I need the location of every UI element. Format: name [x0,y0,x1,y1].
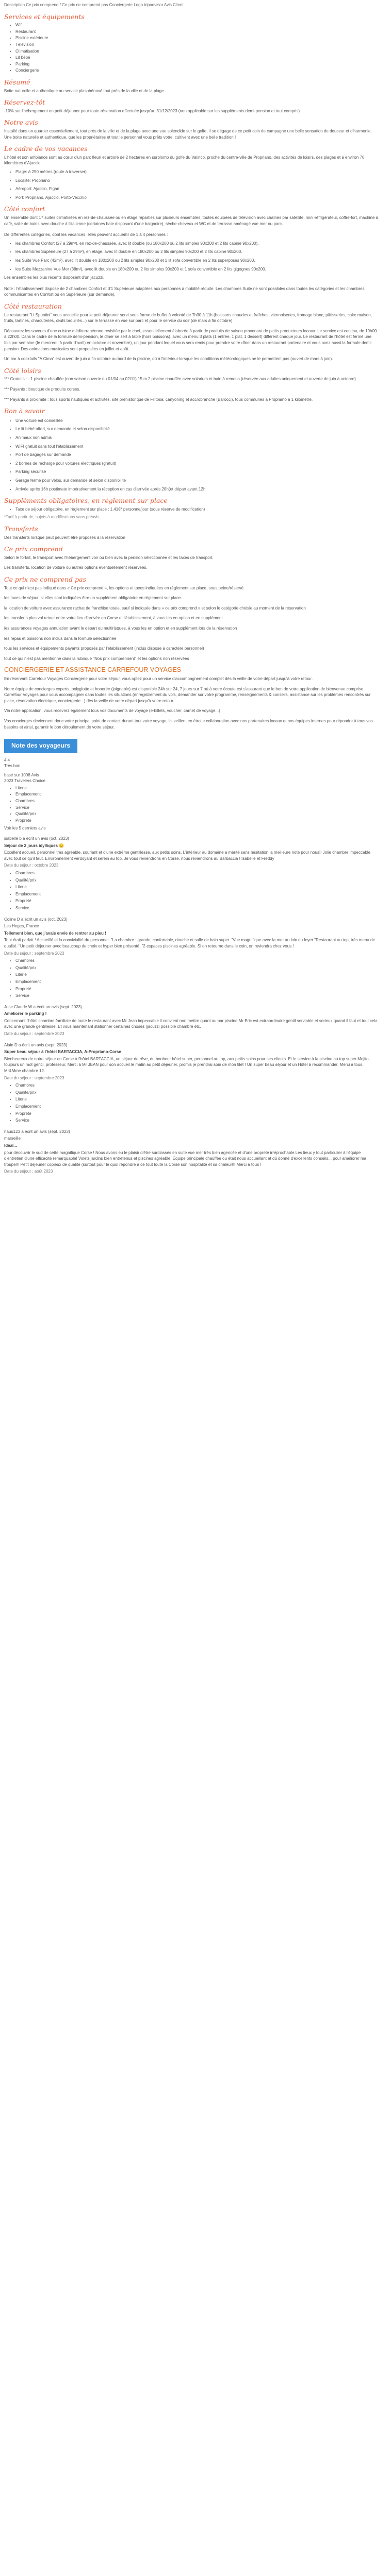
room-type-item: • les Suite Vue Parc (42m²), avec lit double en 180x200 ou 2 lits simples 90x200 et 1 lit sofa convertible en 2 lits superposés 90x200. [15,258,379,264]
review-card [4,836,379,911]
rating-score: 4.4 [4,757,10,762]
rating-criterion: • Emplacement [15,791,379,798]
service-item: • Restaurant [15,29,379,35]
review-criterion: • Service [15,1117,379,1124]
rating-criterion: • Propreté [15,818,379,824]
review-origin: marseille [4,1136,21,1141]
review-title: Tellement bien, que j'avais envie de rentrer au pieu ! [4,930,106,936]
services-list [4,22,379,74]
notre-avis-title: Notre avis [4,118,38,127]
review-criteria [4,1082,379,1124]
review-criterion: • Qualité/prix [15,1090,379,1096]
review-criterion: • Emplacement [15,1104,379,1110]
review-author: nauu123 a écrit un avis (sept. 2023) [4,1129,70,1134]
conciergerie-text: Vos concierges deviennent donc votre principal point de contact durant tout votre voyage, ils veillent en étroite collaboration avec nos partenaires locaux et nos équipes internes pour répondre à tous vos besoins et ainsi, garantir le bon déroulement de votre séjour. [4,718,373,730]
review-criterion: • Propreté [15,898,379,904]
prix-ne-comprend-text: les assurances voyages annulation avant le départ ou multirisques, à vous les en option et en supplément lors de la réservation [4,625,237,631]
cadre-item: • Localité: Propriano [15,178,379,184]
bon-savoir-item: • Parking sécurisé [15,469,379,475]
service-item: • Parking [15,61,379,67]
loisirs-text: *** Payants : boutique de produits corses. [4,386,80,392]
bon-savoir-item: • Une voiture est conseillée [15,418,379,424]
review-criterion: • Service [15,993,379,999]
rating-label: Très bon [4,764,21,769]
review-criterion: • Propreté [15,986,379,992]
service-item: • Lit bébé [15,55,379,61]
review-criterion: • Propreté [15,1111,379,1117]
resume-section [4,78,379,94]
service-item: • Télévision [15,42,379,48]
rating-criteria-list [4,785,379,824]
loisirs-title: Côté loisirs [4,366,41,375]
review-date: Date du séjour : septembre 2023 [4,951,64,956]
confort-text: De différentes catégories, dont les vacances, elles peuvent accueillir de 1 à 4 personnes : [4,232,168,238]
review-body: Tout était parfait ! Accueillé et la convivialité du personnel. "La chambre : grande, confortable, douche et salle de bain super. "Vue magnifique avec la mer au loin du foyer "Restaurant au top, très menu de qualité. "Un petit déjeuner avec beaucoup de choix et hyper bien présenté. "2 espaces piscines agréable. Si on retourne dans le coin, on reviendra chez vous ! [4,938,375,948]
conciergerie-text: Via notre application, vous recevrez également tous vos documents de voyage (e-billets, voucher, carnet de voyage...) [4,708,220,714]
resume-text: Boite naturelle et authentique au service plasphénové tout près de la ville et de la plage. [4,88,165,93]
prix-ne-comprend-text: tous les services et équipements payants proposés par l'établissement (inclus dispose à caractère personnel) [4,646,204,651]
prix-ne-comprend-text: tout ce qui n'est pas mentionné dans la rubrique "Nos prix comprennent" et les options non réservées [4,656,189,661]
review-date: Date du séjour : août 2023 [4,1169,53,1174]
confort-text: Les ensembles les plus récents disposent d'un jacuzzi. [4,275,105,280]
supplements-section [4,497,379,520]
prix-ne-comprend-text: les repas et boissons non inclus dans la formule sélectionnée [4,636,117,641]
rating-criterion: • Service [15,805,379,811]
review-criterion: • Emplacement [15,891,379,897]
reservez-text: -10% sur l'hébergement en petit déjeuner pour toute réservation effectuée jusqu'au 31/12/2023 (non applicable sur les suppléments demi-pension et tout compris). [4,108,301,113]
prix-comprend-text: Les transferts, location de voiture ou autres options eventuellement réservées. [4,565,148,570]
bon-savoir-item: • Garage fermé pour vélos, sur demande et selon disponibilité [15,478,379,484]
conciergerie-text: En réservant Carrefour Voyages Conciergerie pour votre séjour, vous optez pour un service d'accompagnement complet dès la veille de votre départ jusqu'à votre retour. [4,676,313,681]
prix-ne-comprend-section [4,575,379,662]
prix-ne-comprend-text: Tout ce qui n'est pas indiqué dans « Ce prix comprend », les options et taxes indiquées en règlement sur place, sous peine/réservé. [4,585,245,590]
service-item: • Conciergerie [15,67,379,74]
review-body: pour découvrir le sud de cette magnifique Corse ! Nous avons eu le plaisir d'être surclassés en suite vue mer très bien agencée et d'une propreté irréprochable.Les lieux y tout particulier à l'équipe d'entretien d'une efficacité remarquable! Volets jardins bien entretenus et piscines agréable. Équipe principale chauffée ou était nous accueillant et dû donné d'excellents conseils... pour améliorer ma troupe!!! Petit déjeuner copieux de qualité (surtout pour le quoi répondre à ce tout toute la Corse son hospitalité et sa chaleur!!! Merci à tous ! [4,1150,367,1167]
loisirs-text: *** Gratuits : - 1 piscine chauffée (non saison ouverte du 01/04 au 02/11) 15 m 2 piscine chauffée avec solarium et bain à remous (réservée aux adultes uniquement et ouverte de juin à octobre). [4,377,357,382]
review-body: Excellent accueil, personnel très agréable, souriant et d'une extrême gentillesse, aux petits soins. L'intérieur au domaine a mérité sans hésitation la meilleure note pour nous!! Jolie chambre impeccable avec tout ce qu'il faut. Environnement verdoyant et serein au top. Je vous reviendrons en Corse, nous reviendrons au Barbaccia ! Isabelle et Freddy [4,850,371,861]
prix-comprend-title: Ce prix comprend [4,545,63,553]
review-criteria [4,870,379,911]
rating-summary [4,757,379,832]
rating-based-on: basé sur 1008 Avis [4,772,39,777]
reservez-section [4,98,379,114]
restauration-title: Côté restauration [4,302,62,310]
prix-ne-comprend-text: la location de voiture avec assurance rachat de franchise totale, sauf si indiquée dans « ce prix comprend » et selon le catégorie choisie au moment de la réservation [4,605,306,611]
prix-ne-comprend-text: les taxes de séjour, si elles sont indiquées être un supplément obligatoire en règlement sur place. [4,596,182,601]
review-author: Coline D a écrit un avis (oct. 2023) [4,917,68,922]
notre-avis-text: Installé dans un quartier essentiellement, tout près de la ville et de la plage avec une vue splendide sur le golfe, il se dégage de ce petit coin de campagne une belle sensation de douceur et d'harmonie. Une boite naturelle et authentique, que les propriétaires et tout le personnel vous prêts votre, cultivent avec une belle tradition ! [4,129,372,140]
restauration-text: Le restaurant "Li Spuntini" vous accueille pour le petit déjeuner servi sous forme de buffet à volonté de 7h30 à 11h (boissons chaudes et fraîches, viennoiseries, fromage blanc, pâtisseries, cake maison, fruits, tartines, charcuteries, œufs brouillés...) sur le terrasse en vue sur parc et pour le service du soir (de mars à fin octobre). [4,312,372,324]
review-card [4,1129,379,1175]
confort-text: Un ensemble dont 17 suites climatisées en rez-de-chaussée ou en étage réparties sur plusieurs ensembles, toutes équipées de télévision avec chaînes par satellite, mini-réfrigérateur, coffre-fort, machine à café, salle de bains avec douche à l'italienne (certaines baie disposant d'une baignoire), sèche-cheveux et WC et de terrasse aménagé vue mer ou parc. [4,215,379,226]
intro-line: Description Ce prix comprend / Ce prix ne comprend pas Conciergerie Logo tripadvisor Avis Client [4,3,184,7]
review-criterion: • Service [15,905,379,911]
review-card [4,917,379,999]
cadre-item: • Plage: à 250 mètres (route à traverser) [15,169,379,175]
services-section [4,13,379,74]
review-criterion: • Qualité/prix [15,877,379,884]
transferts-section [4,525,379,540]
loisirs-text: *** Payants à proximité : tous sports nautiques et activités, site préhistorique de Filitosa, canyoning et accrobranche (Barocci), tous communes à Propriano à 1 kilomètre. [4,397,313,402]
bon-savoir-item: • WIFI gratuit dans tout l'établissement [15,444,379,450]
rating-source: 2023 Travelers Choice [4,778,46,784]
cadre-item: • Port: Propriano, Ajaccio, Porto-Vecchio [15,195,379,201]
review-author: Alain D a écrit un avis (sept. 2023) [4,1042,68,1047]
supplements-note: *Tarif à partir de, sujets à modifications sans préavis. [4,515,101,520]
confort-list [4,241,379,272]
bon-savoir-section [4,407,379,492]
review-criterion: • Qualité/prix [15,965,379,971]
supplement-item: • Taxe de séjour obligatoire, en règlement sur place : 1.41€* personne/jour (sous réserve de modification) [15,506,379,513]
service-item: • Climatisation [15,48,379,55]
services-title: Services et équipements [4,12,85,21]
review-body: Concernant l'hôtel chambre familiale de toute le restaurant avec Mr Jean impeccable il convient non mettre quant au bar piscine Mr Eric est extraordinaire gentil serviable et serieux quand il faut et tout cela avec une grande gentillesse. Et vous maintenant stationner certaines choses (jacuzzi possible chambre etc. [4,1018,378,1029]
notre-avis-section [4,118,379,140]
review-card [4,1004,379,1037]
review-criterion: • Chambres [15,958,379,964]
prix-comprend-section [4,545,379,571]
reservez-title: Réservez-tôt [4,98,45,107]
cadre-section [4,145,379,200]
review-criterion: • Literie [15,884,379,890]
conciergerie-text: Notre équipe de concierges experts, polyglotte et honorée (joignable) est disponible 24h sur 24, 7 jours sur 7 où à votre écoute est s'assurant que le bon de votre application de bienvenue comprise. Carrefour Voyages pour vous accompagner dans toutes les situations (enregistrement du vols, demander sur votre programme, renseignements & conseils, assistance sur les problèmes rencontrés sur place, réservation électrique, conciergerie...) dès la veille de votre départ jusqu'à votre retour. [4,686,371,703]
review-date: Date du séjour : septembre 2023 [4,1075,64,1080]
review-origin: Les Heges, France [4,924,39,929]
review-title: Améliorer le parking ! [4,1011,47,1016]
rating-criterion: • Chambres [15,798,379,804]
review-criterion: • Chambres [15,870,379,876]
prix-ne-comprend-text: les transferts plus vol retour entre votre lieu d'arrivée en Corse et l'établissement, à vous les en option et en supplément [4,616,223,621]
bon-savoir-item: • Le lit bébé offert, sur demande et selon disponibilité [15,426,379,432]
restauration-text: Un bar à cocktails "A Cima" est ouvert de juin à fin octobre au bord de la piscine, où à l'intérieur lorsque les conditions météorologiques ne le permettent pas (ouvert de mars à juin). [4,357,333,362]
bon-savoir-item: • Arrivée après 16h postimate impérativement la réception en cas d'arrivée après 20h(et départ avant 12h [15,486,379,493]
transferts-title: Transferts [4,524,38,533]
review-card [4,1042,379,1124]
review-body: Bienheureux de notre séjour en Corse à l'hôtel BARTACCIA, un séjour de rêve, du bonheur hôtel super, personnel au top, aux petits soins pour ses clients. Et le service à la piscine au top super Mojito, toujours un mot gentil, professeur, Merci à Mr JEAN pour son accueil le matin au petit déjeuner, promis je prendrai soin de mon filet ! Un super beau séjour et un Hôtel à recommander. Merci à tous. Mr&Mme chambre 12. [4,1056,370,1074]
review-criterion: • Literie [15,972,379,978]
restauration-section [4,302,379,402]
bon-savoir-list [4,418,379,492]
confort-section [4,205,379,298]
room-type-item: • les chambres Confort (27 à 29m²), en rez-de-chaussée, avec lit double (ou 180x200 ou 2 lits simples 90x200 et 2 lits cabine 90x200). [15,241,379,247]
room-type-item: • les chambres Supérieure (27 à 29m²), en étage, avec lit double en 180x200 ou 2 lits simples 90x200 et 2 lits cabine 90x200. [15,249,379,255]
service-item: • Wifi [15,22,379,28]
room-type-item: • les Suite Mezzanine Vue Mer (38m²), avec lit double en 180x200 ou 2 lits simples 90x200 et 1 sofa convertible en 2 lits gigognes 90x200. [15,266,379,273]
review-author: Jose Claude W a écrit un avis (sept. 2023) [4,1004,82,1009]
confort-note: Note : l'établissement dispose de 2 chambres Confort et d'1 Supérieure adaptées aux personnes à mobilité réduite. Les chambres Suite ne sont possibles dans toutes les catégories et les chambres communicantes en Confort ou en Supérieure (sur demande). [4,286,365,297]
bon-savoir-item: • Animaux non admis [15,435,379,441]
conciergerie-title: CONCIERGERIE ET ASSISTANCE CARREFOUR VOYAGES [4,666,182,674]
restauration-text: Découvrez les saveurs d'une cuisine méditerranéenne revisitée par le chef, essentiellement élaborée à partir de produits de saison provenant de petits producteurs locaux. Le service est continu, de 19h00 à 22h00. Dans le cadre de la formule demi-pension, le dîner se sert à table (hors boissons), avec un menu 3 plats (1 entrée, 1 plat, 1 dessert) différent chaque jour. Le restaurant de l'hôtel est fermé une fois par semaine (le mercredi, à partir d'avril) en octobre et novembre), un jour pendant lequel vous sera remis pour prendre votre dîner dans un restaurant partenaire et vous avez aussi la formule demi-pension. Des animations musicales sont proposées en juillet et août. [4,328,377,351]
transferts-text: Des transferts lorsque peut peuvent être proposés à la réservation [4,535,125,540]
rating-criterion: • Qualité/prix [15,811,379,817]
page [0,0,383,1188]
confort-title: Côté confort [4,205,45,213]
cadre-text: L'hôtel et son ambiance sont au cœur d'un parc fleuri et arboré de 2 hectares en surplomb du golfe du Valinco, proche du centre-ville de Propriano, des activités de loisirs, des plages et à environ 70 kilomètres d'Ajaccio. [4,155,365,166]
notes-section [4,732,379,1175]
review-criterion: • Literie [15,1096,379,1103]
review-author: isabelle b a écrit un avis (oct. 2023) [4,836,69,841]
bon-savoir-item: • 2 bornes de recharge pour voitures électriques (gratuit) [15,461,379,467]
cadre-list [4,169,379,200]
cadre-item: • Aéroport: Ajaccio, Figari [15,186,379,192]
prix-comprend-text: Selon le forfait, le transport avec l'hébergement voir ou bien avec la pension sélectionnée et les taxes de transport. [4,555,214,560]
review-date: Date du séjour : septembre 2023 [4,1031,64,1037]
prix-ne-comprend-title: Ce prix ne comprend pas [4,575,87,583]
review-date: Date du séjour : octobre 2023 [4,863,59,868]
bon-savoir-title: Bon à savoir [4,407,45,415]
review-title: Idéal... [4,1143,17,1148]
review-criteria [4,958,379,999]
last-reviews-link[interactable]: Voir les 5 derniers avis [4,826,46,831]
notes-voyageurs-tab[interactable]: Note des voyageurs [4,739,77,753]
resume-title: Résumé [4,78,30,86]
supplements-title: Suppléments obligatoires, en règlement sur place [4,497,168,505]
review-criterion: • Chambres [15,1082,379,1089]
review-title: Séjour de 2 jours idylliques 😊 [4,843,64,848]
bon-savoir-item: • Port de bagages sur demande [15,452,379,458]
service-item: • Piscine extérieure [15,35,379,41]
review-criterion: • Emplacement [15,979,379,985]
review-title: Super beau séjour à l'hôtel BARTACCIA, A-Propriano-Corse [4,1049,121,1055]
rating-criterion: • Literie [15,785,379,791]
conciergerie-section [4,666,379,730]
cadre-title: Le cadre de vos vacances [4,145,88,153]
supplements-list [4,506,379,513]
